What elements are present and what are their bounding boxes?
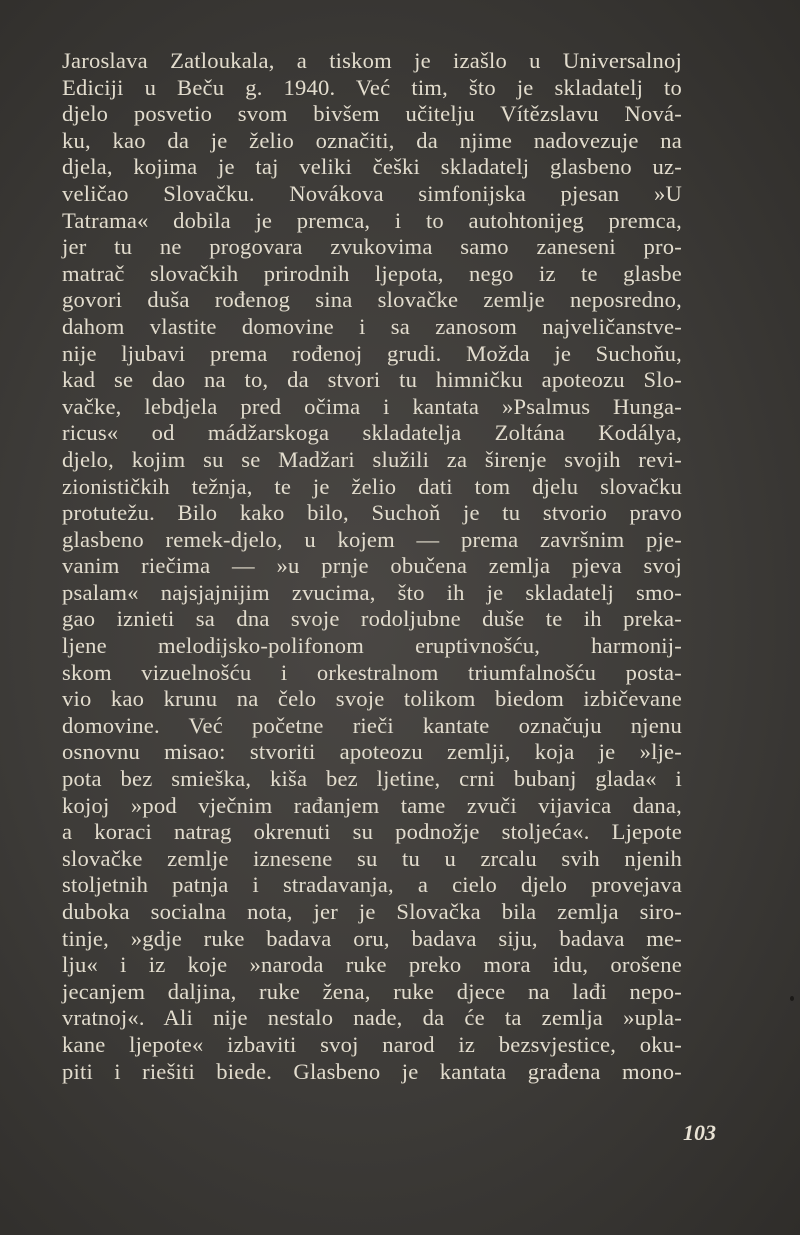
text-line: djela, kojima je taj veliki češki skladatelj glasbeno uz- [62, 154, 682, 180]
page-number: 103 [683, 1120, 716, 1145]
text-line: Ediciji u Beču g. 1940. Već tim, što je skladatelj to [62, 74, 682, 100]
text-line: kojoj »pod vječnim rađanjem tame zvuči vijavica dana, [62, 792, 682, 818]
text-line: vratnoj«. Ali nije nestalo nade, da će ta zemlja »upla- [62, 1005, 682, 1031]
text-line: slovačke zemlje iznesene su tu u zrcalu svih njenih [62, 845, 682, 871]
text-line: ku, kao da je želio označiti, da njime nadovezuje na [62, 127, 682, 153]
text-line: domovine. Već početne rieči kantate označuju njenu [62, 712, 682, 738]
text-line: dahom vlastite domovine i sa zanosom najveličanstve- [62, 313, 682, 339]
text-line: protutežu. Bilo kako bilo, Suchoň je tu stvorio pravo [62, 500, 682, 526]
text-line: zionističkih težnja, te je želio dati tom djelu slovačku [62, 473, 682, 499]
text-line: jer tu ne progovara zvukovima samo zaneseni pro- [62, 234, 682, 260]
text-line: ricus« od mádžarskoga skladatelja Zoltána Kodálya, [62, 420, 682, 446]
text-line: pota bez smieška, kiša bez ljetine, crni bubanj glada« i [62, 766, 682, 792]
text-line: lju« i iz koje »naroda ruke preko mora idu, orošene [62, 952, 682, 978]
text-line: vanim riečima — »u prnje obučena zemlja pjeva svoj [62, 553, 682, 579]
text-line: glasbeno remek-djelo, u kojem — prema završnim pje- [62, 526, 682, 552]
text-line: djelo, kojim su se Madžari služili za širenje svojih revi- [62, 446, 682, 472]
text-line: skom vizuelnošću i orkestralnom triumfalnošću posta- [62, 659, 682, 685]
paper-speck [790, 996, 794, 1001]
text-line: duboka socialna nota, jer je Slovačka bila zemlja siro- [62, 899, 682, 924]
text-line: djelo posvetio svom bivšem učitelju Vítězslavu Nová- [62, 101, 682, 127]
text-line: piti i riešiti biede. Glasbeno je kantata građena mono- [62, 1058, 682, 1084]
text-line: govori duša rođenog sina slovačke zemlje neposredno, [62, 287, 682, 313]
text-line: vačke, lebdjela pred očima i kantata »Psalmus Hunga- [62, 393, 682, 419]
text-line: nije ljubavi prema rođenoj grudi. Možda je Suchoňu, [62, 340, 682, 366]
text-line: kane ljepote« izbaviti svoj narod iz bezsvjestice, oku- [62, 1031, 682, 1057]
text-line: jecanjem daljina, ruke žena, ruke djece na lađi nepo- [62, 978, 682, 1004]
text-line: tinje, »gdje ruke badava oru, badava siju, badava me- [62, 925, 682, 951]
text-line: a koraci natrag okrenuti su podnožje stoljeća«. Ljepote [62, 819, 682, 845]
text-line: Jaroslava Zatloukala, a tiskom je izašlo u Universalnoj [62, 48, 682, 73]
text-line: gao iznieti sa dna svoje rodoljubne duše te ih preka- [62, 606, 682, 632]
text-line: veličao Slovačku. Novákova simfonijska pjesan »U [62, 180, 682, 206]
text-line: osnovnu misao: stvoriti apoteozu zemlji, koja je »lje- [62, 739, 682, 765]
text-line: Tatrama« dobila je premca, i to autohtonijeg premca, [62, 207, 682, 233]
text-line: vio kao krunu na čelo svoje tolikom biedom izbičevane [62, 686, 682, 712]
text-line: stoljetnih patnja i stradavanja, a cielo djelo provejava [62, 872, 682, 898]
text-line: matrač slovačkih prirodnih ljepota, nego iz te glasbe [62, 260, 682, 286]
body-text [62, 48, 682, 1085]
text-line: kad se dao na to, da stvori tu himničku apoteozu Slo- [62, 367, 682, 393]
text-line: psalam« najsjajnijim zvucima, što ih je skladatelj smo- [62, 579, 682, 605]
text-line: ljene melodijsko-polifonom eruptivnošću, harmonij- [62, 633, 682, 659]
